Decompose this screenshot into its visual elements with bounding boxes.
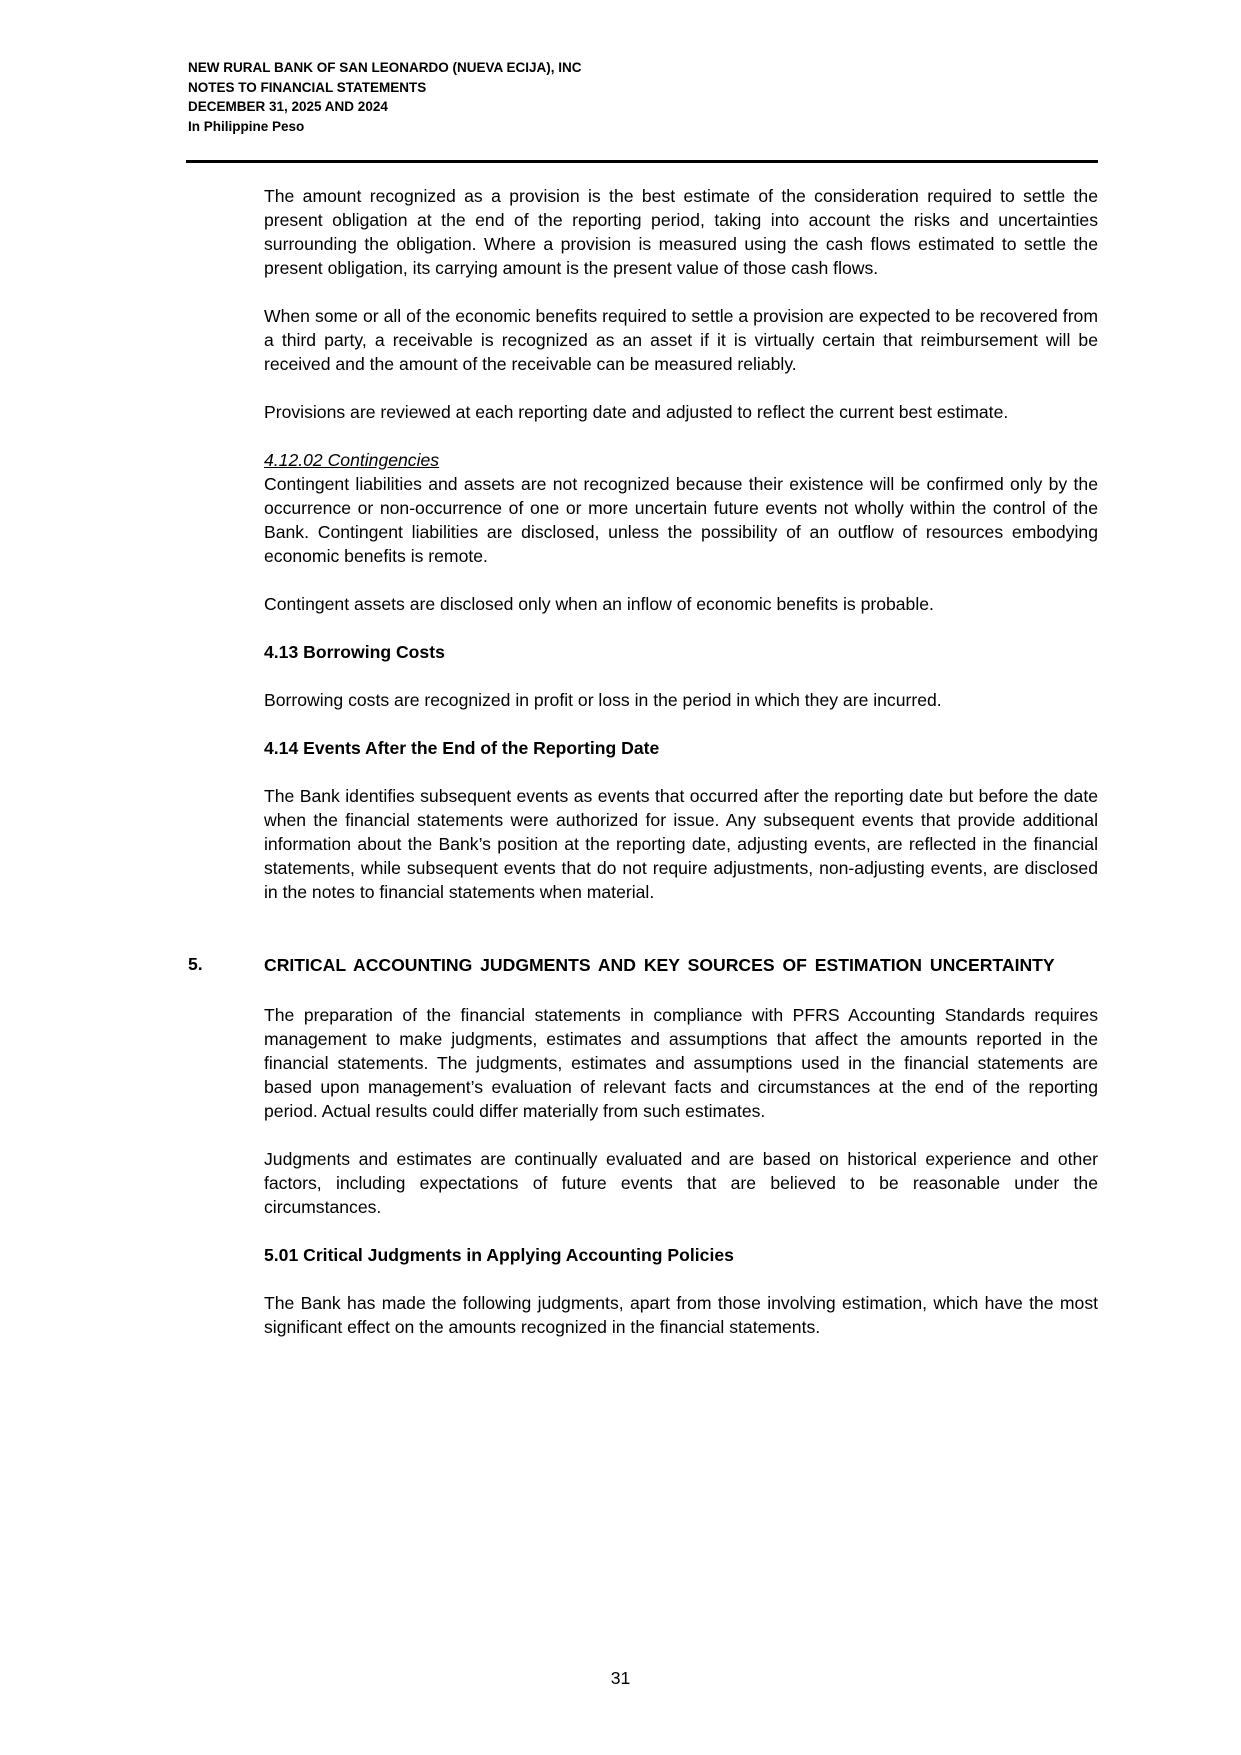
section-number: 5.: [188, 954, 203, 974]
paragraph-judgments-evaluated: Judgments and estimates are continually evaluated and are based on historical experience and other factors, including expectations of future events that are believed to be reasonable under the circumstances.: [264, 1149, 1098, 1217]
paragraph-borrowing-costs: Borrowing costs are recognized in profit or loss in the period in which they are incurred.: [264, 690, 942, 710]
document-header: [188, 58, 582, 136]
paragraph-contingent-liabilities: Contingent liabilities and assets are not recognized because their existence will be confirmed only by the occurrence or non-occurrence of one or more uncertain future events not wholly within the control of the Bank. Contingent liabilities are disclosed, unless the possibility of an outflow of resources embodying economic benefits is remote.: [264, 474, 1098, 566]
section-title: CRITICAL ACCOUNTING JUDGMENTS AND KEY SOURCES OF ESTIMATION UNCERTAINTY: [264, 955, 1055, 975]
page-body: [188, 184, 1098, 1363]
header-divider: [186, 160, 1098, 163]
section-5: [188, 952, 1098, 1339]
document-title: NOTES TO FINANCIAL STATEMENTS: [188, 79, 427, 95]
page-number: 31: [610, 1668, 631, 1688]
paragraph-preparation: The preparation of the financial statements in compliance with PFRS Accounting Standards requires management to make judgments, estimates and assumptions that affect the amounts reported in the financial statements. The judgments, estimates and assumptions used in the financial statements are based upon management’s evaluation of relevant facts and circumstances at the end of the reporting period. Actual results could differ materially from such estimates.: [264, 1005, 1098, 1121]
heading-critical-judgments: 5.01 Critical Judgments in Applying Accounting Policies: [264, 1245, 734, 1265]
paragraph-provision-estimate: The amount recognized as a provision is the best estimate of the consideration required to settle the present obligation at the end of the reporting period, taking into account the risks and uncertainties surrounding the obligation. Where a provision is measured using the cash flows estimated to settle the present obligation, its carrying amount is the present value of those cash flows.: [264, 186, 1098, 278]
paragraph-judgments-made: The Bank has made the following judgments, apart from those involving estimation, which have the most significant effect on the amounts recognized in the financial statements.: [264, 1293, 1098, 1337]
heading-borrowing-costs: 4.13 Borrowing Costs: [264, 642, 445, 662]
reporting-period: DECEMBER 31, 2025 AND 2024: [188, 99, 388, 114]
company-name: NEW RURAL BANK OF SAN LEONARDO (NUEVA ECIJA), INC: [188, 60, 582, 75]
paragraph-reimbursement: When some or all of the economic benefits required to settle a provision are expected to be recovered from a third party, a receivable is recognized as an asset if it is virtually certain that reimbursement will be received and the amount of the receivable can be measured reliably.: [264, 306, 1098, 374]
paragraph-subsequent-events: The Bank identifies subsequent events as events that occurred after the reporting date but before the date when the financial statements were authorized for issue. Any subsequent events that provide additional information about the Bank’s position at the reporting date, adjusting events, are reflected in the financial statements, while subsequent events that do not require adjustments, non-adjusting events, are disclosed in the notes to financial statements when material.: [264, 786, 1098, 902]
heading-events-after-reporting: 4.14 Events After the End of the Reporting Date: [264, 738, 660, 758]
paragraph-contingent-assets: Contingent assets are disclosed only when an inflow of economic benefits is probable.: [264, 594, 934, 614]
paragraph-provisions-reviewed: Provisions are reviewed at each reporting date and adjusted to reflect the current best estimate.: [264, 402, 1009, 422]
currency-note: In Philippine Peso: [188, 118, 305, 134]
subheading-contingencies: 4.12.02 Contingencies: [264, 450, 440, 470]
